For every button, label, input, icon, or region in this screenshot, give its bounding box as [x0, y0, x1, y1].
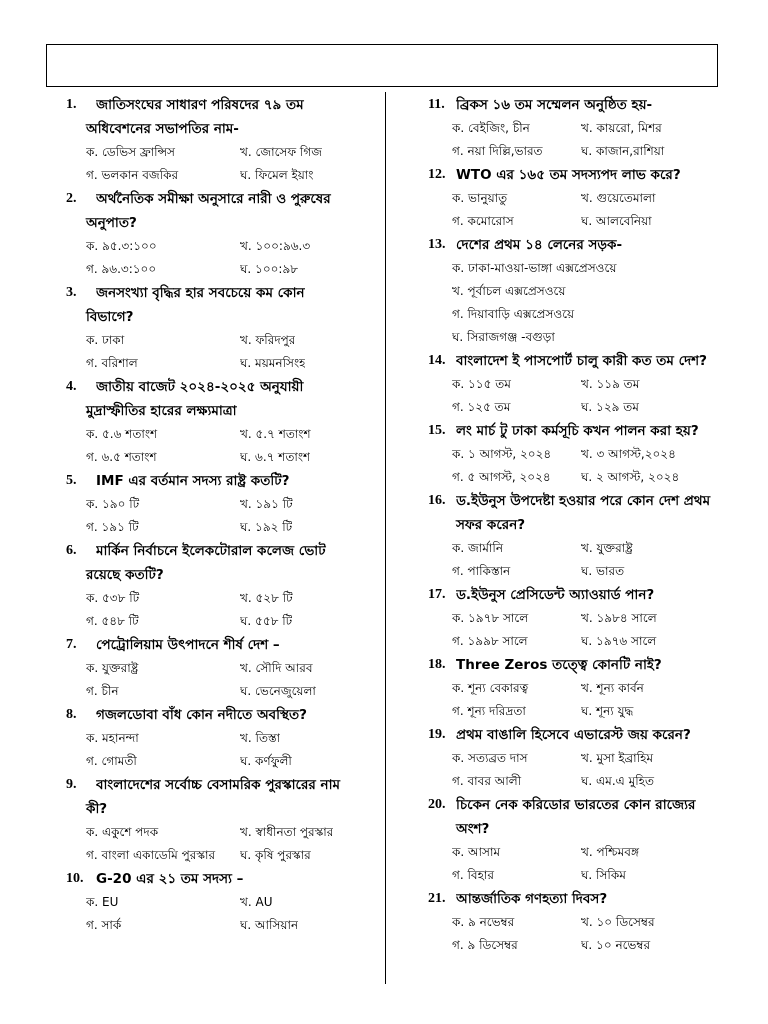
option-ga: গ. ১৯৯৮ সালে: [452, 634, 528, 648]
options: [66, 235, 376, 281]
option-gha: ঘ. আসিয়ান: [240, 918, 299, 932]
question-text-continued: মুদ্রাস্ফীতির হারের লক্ষ্যমাত্রা: [86, 403, 237, 419]
question-text: Three Zeros তত্ত্বে কোনটি নাই?: [456, 657, 662, 673]
option-kha: খ. গুয়েতেমালা: [581, 191, 656, 205]
option-ka: ক. ৯ নভেম্বর: [452, 915, 515, 929]
question-text-continued: কী?: [86, 801, 108, 817]
option-gha: ঘ. সিকিম: [581, 868, 626, 882]
option-ga: গ. সার্ক: [86, 918, 122, 932]
option-ga: গ. বিহার: [452, 868, 494, 882]
option-kha: খ. ৫২৮ টি: [240, 591, 293, 605]
question-text-continued: অধিবেশনের সভাপতির নাম-: [86, 121, 239, 137]
option-kha: খ. পূর্বাচল এক্সপ্রেসওয়ে: [452, 284, 566, 298]
question-text-continued: সফর করেন?: [456, 517, 526, 533]
option-kha: খ. শূন্য কার্বন: [581, 681, 644, 695]
options: [428, 117, 728, 163]
question-18: [428, 653, 728, 723]
question-text-continued: অংশ?: [456, 821, 490, 837]
question-number: 17.: [428, 587, 446, 602]
question-17: [428, 583, 728, 653]
question-7: [66, 633, 376, 703]
option-ga: গ. ১২৫ তম: [452, 400, 511, 414]
question-text: আন্তর্জাতিক গণহত্যা দিবস?: [456, 891, 608, 907]
question-text: গজলডোবা বাঁধ কোন নদীতে অবস্থিত?: [96, 707, 307, 723]
option-ka: ক. সত্যব্রত দাস: [452, 751, 528, 765]
question-text: দেশের প্রথম ১৪ লেনের সড়ক-: [456, 237, 623, 253]
options: [428, 537, 728, 583]
option-ga: গ. দিয়াবাড়ি এক্সপ্রেসওয়ে: [452, 307, 575, 321]
option-gha: ঘ. ভারত: [581, 564, 625, 578]
option-ka: ক. বেইজিং, চীন: [452, 121, 530, 135]
options: [428, 443, 728, 489]
option-gha: ঘ. ১২৯ তম: [581, 400, 639, 414]
option-kha: খ. ১১৯ তম: [581, 377, 640, 391]
option-kha: খ. সৌদি আরব: [240, 661, 313, 675]
options: [428, 677, 728, 723]
question-text: অর্থনৈতিক সমীক্ষা অনুসারে নারী ও পুরুষের: [96, 191, 331, 207]
option-ka: ক. জার্মানি: [452, 541, 503, 555]
option-kha: খ. কায়রো, মিশর: [581, 121, 662, 135]
option-ga: গ. কমোরোস: [452, 214, 514, 228]
options: [428, 257, 728, 349]
question-number: 16.: [428, 493, 446, 508]
option-ka: ক. ১ আগস্ট, ২০২৪: [452, 447, 552, 461]
option-ga: গ. ৫৪৮ টি: [86, 614, 139, 628]
question-number: 5.: [66, 473, 77, 488]
option-ka: ক. ১১৫ তম: [452, 377, 511, 391]
question-text-continued: রয়েছে কতটি?: [86, 567, 164, 583]
option-ka: ক. ঢাকা: [86, 333, 125, 347]
option-ga: গ. শূন্য দরিদ্রতা: [452, 704, 526, 718]
option-ga: গ. ৬.৫ শতাংশ: [86, 450, 157, 464]
question-number: 11.: [428, 97, 445, 112]
option-ga: গ. বাবর আলী: [452, 774, 522, 788]
question-12: [428, 163, 728, 233]
option-ka: ক. ভানুয়াতু: [452, 191, 508, 205]
options: [66, 821, 376, 867]
question-14: [428, 349, 728, 419]
question-text: ব্রিকস ১৬ তম সম্মেলন অনুষ্ঠিত হয়-: [456, 97, 653, 113]
question-number: 2.: [66, 191, 77, 206]
options: [428, 841, 728, 887]
question-16: [428, 489, 728, 583]
option-gha: ঘ. ১৯৭৬ সালে: [581, 634, 657, 648]
option-ga: গ. ভলকান বজকির: [86, 168, 179, 182]
options: [66, 587, 376, 633]
question-5: [66, 469, 376, 539]
option-kha: খ. জোসেফ গিজ: [240, 145, 322, 159]
question-number: 9.: [66, 777, 77, 792]
question-3: [66, 281, 376, 375]
option-gha: ঘ. ১৯২ টি: [240, 520, 293, 534]
option-kha: খ. তিস্তা: [240, 731, 281, 745]
question-8: [66, 703, 376, 773]
question-text: জনসংখ্যা বৃদ্ধির হার সবচেয়ে কম কোন: [96, 285, 305, 301]
question-10: [66, 867, 376, 937]
options: [66, 891, 376, 937]
option-ka: ক. ১৯০ টি: [86, 497, 140, 511]
options: [66, 657, 376, 703]
option-gha: ঘ. কৃষি পুরস্কার: [240, 848, 311, 862]
option-kha: খ. ১০ ডিসেম্বর: [581, 915, 655, 929]
option-kha: খ. পশ্চিমবঙ্গ: [581, 845, 639, 859]
question-number: 12.: [428, 167, 446, 182]
question-text: বাংলাদেশ ই পাসপোর্ট চালু কারী কত তম দেশ?: [456, 353, 707, 369]
right-column: [428, 93, 728, 957]
question-text: বাংলাদেশের সর্বোচ্চ বেসামরিক পুরস্কারের নাম: [96, 777, 340, 793]
option-ga: গ. বরিশাল: [86, 356, 138, 370]
question-4: [66, 375, 376, 469]
question-number: 20.: [428, 797, 446, 812]
question-text: প্রথম বাঙালি হিসেবে এভারেস্ট জয় করেন?: [456, 727, 691, 743]
option-ga: গ. বাংলা একাডেমি পুরস্কার: [86, 848, 216, 862]
option-ga: গ. ৯৬.৩:১০০: [86, 262, 157, 276]
options: [428, 747, 728, 793]
question-text-continued: বিভাগে?: [86, 309, 134, 325]
question-15: [428, 419, 728, 489]
option-gha: ঘ. ভেনেজুয়েলা: [240, 684, 316, 698]
question-13: [428, 233, 728, 349]
option-kha: খ. ১০০:৯৬.৩: [240, 239, 311, 253]
options: [66, 423, 376, 469]
question-number: 3.: [66, 285, 77, 300]
question-text: চিকেন নেক করিডোর ভারতের কোন রাজ্যের: [456, 797, 696, 813]
option-kha: খ. মুসা ইব্রাহিম: [581, 751, 654, 765]
question-number: 10.: [66, 871, 84, 886]
option-ga: গ. নয়া দিল্লি,ভারত: [452, 144, 543, 158]
option-gha: ঘ. আলবেনিয়া: [581, 214, 652, 228]
option-kha: খ. ১৯৮৪ সালে: [581, 611, 657, 625]
question-text: ড.ইউনুস উপদেষ্টা হওয়ার পরে কোন দেশ প্রথম: [456, 493, 711, 509]
question-text: G-20 এর ২১ তম সদস্য –: [96, 871, 244, 887]
question-2: [66, 187, 376, 281]
option-ga: গ. ১৯১ টি: [86, 520, 139, 534]
option-ka: ক. আসাম: [452, 845, 501, 859]
options: [428, 187, 728, 233]
question-number: 13.: [428, 237, 446, 252]
option-gha: ঘ. ২ আগস্ট, ২০২৪: [581, 470, 680, 484]
question-number: 19.: [428, 727, 446, 742]
option-kha: খ. ৫.৭ শতাংশ: [240, 427, 311, 441]
option-gha: ঘ. ১০০:৯৮: [240, 262, 299, 276]
question-text: WTO এর ১৬৫ তম সদস্যপদ লাভ করে?: [456, 167, 681, 183]
option-gha: ঘ. এম.এ মুহিত: [581, 774, 654, 788]
question-text: পেট্রোলিয়াম উৎপাদনে শীর্ষ দেশ –: [96, 637, 280, 653]
option-ka: ক. মহানন্দা: [86, 731, 139, 745]
option-ka: ক. ঢাকা-মাওয়া-ভাঙ্গা এক্সপ্রেসওয়ে: [452, 261, 617, 275]
column-divider: [385, 92, 386, 984]
question-number: 6.: [66, 543, 77, 558]
options: [428, 373, 728, 419]
option-kha: খ. যুক্তরাষ্ট্র: [581, 541, 633, 555]
option-kha: খ. AU: [240, 895, 273, 909]
option-kha: খ. ১৯১ টি: [240, 497, 293, 511]
option-gha: ঘ. ৬.৭ শতাংশ: [240, 450, 311, 464]
question-number: 8.: [66, 707, 77, 722]
question-text: IMF এর বর্তমান সদস্য রাষ্ট্র কতটি?: [96, 473, 290, 489]
question-1: [66, 93, 376, 187]
option-ga: গ. চীন: [86, 684, 119, 698]
question-19: [428, 723, 728, 793]
option-ka: ক. ৫৩৮ টি: [86, 591, 140, 605]
option-ga: গ. ৫ আগস্ট, ২০২৪: [452, 470, 551, 484]
question-text: মার্কিন নির্বাচনে ইলেকটোরাল কলেজ ভোট: [96, 543, 326, 559]
question-text: লং মার্চ টু ঢাকা কর্মসূচি কখন পালন করা হয়?: [456, 423, 699, 439]
option-gha: ঘ. ১০ নভেম্বর: [581, 938, 651, 952]
option-kha: খ. ফরিদপুর: [240, 333, 296, 347]
option-ka: ক. ১৯৭৮ সালে: [452, 611, 529, 625]
option-gha: ঘ. কর্ণফুলী: [240, 754, 292, 768]
option-ka: ক. ৯৫.৩:১০০: [86, 239, 157, 253]
question-number: 4.: [66, 379, 77, 394]
option-ka: ক. ডেভিস ফ্রান্সিস: [86, 145, 175, 159]
question-number: 15.: [428, 423, 446, 438]
option-gha: ঘ. ৫৫৮ টি: [240, 614, 293, 628]
options: [428, 607, 728, 653]
option-gha: ঘ. শূন্য যুদ্ধ: [581, 704, 634, 718]
option-ka: ক. একুশে পদক: [86, 825, 159, 839]
options: [66, 727, 376, 773]
options: [66, 329, 376, 375]
question-number: 14.: [428, 353, 446, 368]
option-ka: ক. ৫.৬ শতাংশ: [86, 427, 158, 441]
options: [66, 493, 376, 539]
option-kha: খ. স্বাধীনতা পুরস্কার: [240, 825, 334, 839]
question-text: জাতীয় বাজেট ২০২৪-২০২৫ অনুযায়ী: [96, 379, 304, 395]
left-column: [66, 93, 376, 937]
question-text: ড.ইউনুস প্রেসিডেন্ট অ্যাওয়ার্ড পান?: [456, 587, 655, 603]
question-6: [66, 539, 376, 633]
question-number: 7.: [66, 637, 77, 652]
options: [66, 141, 376, 187]
option-ga: গ. পাকিস্তান: [452, 564, 511, 578]
question-11: [428, 93, 728, 163]
option-ga: গ. ৯ ডিসেম্বর: [452, 938, 518, 952]
options: [428, 911, 728, 957]
question-number: 18.: [428, 657, 446, 672]
question-number: 21.: [428, 891, 446, 906]
question-21: [428, 887, 728, 957]
option-gha: ঘ. কাজান,রাশিয়া: [581, 144, 665, 158]
question-20: [428, 793, 728, 887]
option-gha: ঘ. ফিমেল ইয়াং: [240, 168, 314, 182]
option-ka: ক. শূন্য বেকারত্ব: [452, 681, 529, 695]
option-ga: গ. গোমতী: [86, 754, 137, 768]
question-text: জাতিসংঘের সাধারণ পরিষদের ৭৯ তম: [96, 97, 304, 113]
question-text-continued: অনুপাত?: [86, 215, 137, 231]
option-kha: খ. ৩ আগস্ট,২০২৪: [581, 447, 676, 461]
question-9: [66, 773, 376, 867]
question-number: 1.: [66, 97, 77, 112]
option-gha: ঘ. ময়মনসিংহ: [240, 356, 306, 370]
option-gha: ঘ. সিরাজগঞ্জ -বগুড়া: [452, 330, 555, 344]
header-box: [46, 44, 718, 87]
option-ka: ক. EU: [86, 895, 119, 909]
option-ka: ক. যুক্তরাষ্ট্র: [86, 661, 139, 675]
